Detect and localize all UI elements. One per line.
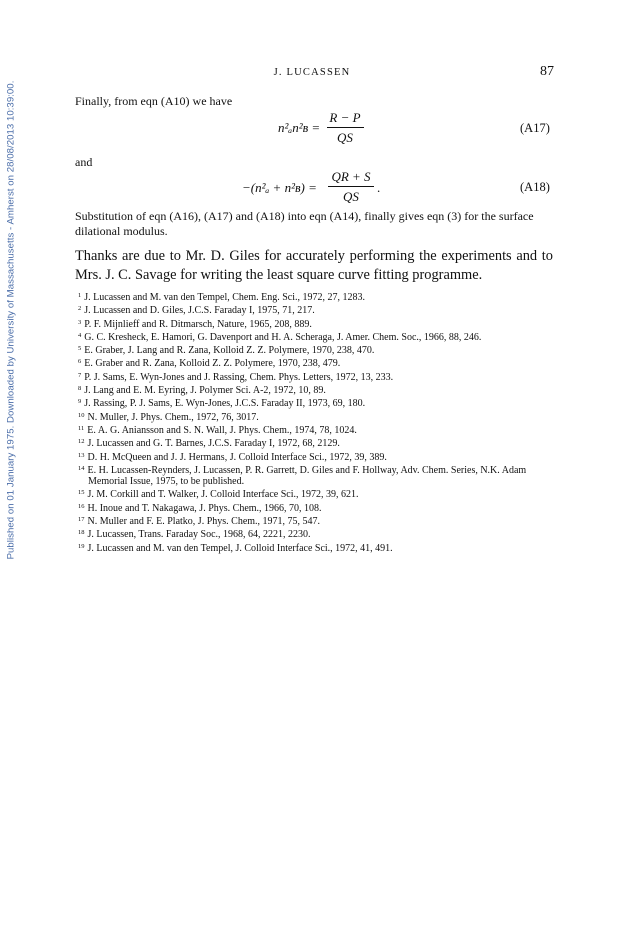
equation-a18-period: . [377,180,381,195]
reference-text: P. F. Mijnlieff and R. Ditmarsch, Nature, 1965, 208, 889. [84,318,312,330]
page-number: 87 [540,64,554,79]
reference-number: 17 [78,516,85,524]
reference-list [78,290,568,554]
reference-number: 4 [78,331,82,339]
reference-number: 3 [78,318,82,326]
reference-text: G. C. Kresheck, E. Hamori, G. Davenport and H. A. Scheraga, J. Amer. Chem. Soc., 1966, 88, 246. [84,331,482,343]
reference-number: 13 [78,451,85,459]
reference-number: 12 [78,438,85,446]
reference-item [78,423,568,436]
reference-number: 1 [78,292,82,299]
reference-text: J. Lucassen and G. T. Barnes, J.C.S. Faraday I, 1972, 68, 2129. [87,438,340,450]
equation-a18-numerator: QR + S [331,169,371,184]
running-head-author: J. LUCASSEN [273,67,351,78]
reference-number: 5 [78,345,82,353]
equation-a17-number: (A17) [520,121,550,135]
and-text: and [75,155,93,169]
equation-a17-fraction-bar [327,127,364,128]
reference-item [78,356,568,369]
reference-item [78,541,568,554]
reference-text: J. Rassing, P. J. Sams, E. Wyn-Jones, J.C.S. Faraday II, 1973, 69, 180. [84,398,366,410]
reference-text: J. Lang and E. M. Eyring, J. Polymer Sci. A-2, 1972, 10, 89. [84,385,326,397]
reference-item [78,436,568,449]
reference-text: E. H. Lucassen-Reynders, J. Lucassen, P. R. Garrett, D. Giles and F. Hollway, Adv. Chem. Series, N.K. Adam Memorial Issue, 1975, to be published. [87,464,527,488]
intro-text: Finally, from eqn (A10) we have [75,94,233,108]
reference-item [78,317,568,330]
reference-number: 6 [78,358,82,366]
reference-number: 16 [78,502,85,510]
acknowledgement-paragraph: Thanks are due to Mr. D. Giles for accurately performing the experiments and to Mrs. J. C. Savage for writing the least square curve fitting programme. [75,248,553,283]
reference-number: 9 [78,398,82,406]
reference-text: J. Lucassen, Trans. Faraday Soc., 1968, 64, 2221, 2230. [87,529,311,541]
reference-text: H. Inoue and T. Nakagawa, J. Phys. Chem., 1966, 70, 108. [87,502,322,514]
reference-number: 10 [78,411,85,419]
reference-text: N. Muller, J. Phys. Chem., 1972, 76, 3017. [87,411,259,423]
reference-text: J. Lucassen and M. van den Tempel, J. Colloid Interface Sci., 1972, 41, 491. [87,542,393,554]
reference-item [78,330,568,343]
reference-number: 7 [78,371,82,379]
reference-number: 8 [78,385,82,393]
reference-item [78,501,568,514]
reference-number: 2 [78,305,82,313]
substitution-paragraph: Substitution of eqn (A16), (A17) and (A18) into eqn (A14), finally gives eqn (3) for the surface dilational modulus. [75,209,534,238]
reference-item [78,527,568,540]
reference-item [78,396,568,409]
reference-number: 14 [78,464,85,472]
reference-number: 19 [78,542,85,550]
equation-a17-numerator: R − P [329,110,361,125]
reference-text: E. A. G. Aniansson and S. N. Wall, J. Phys. Chem., 1974, 78, 1024. [87,424,357,436]
reference-text: N. Muller and F. E. Platko, J. Phys. Chem., 1971, 75, 547. [87,516,321,528]
reference-text: J. M. Corkill and T. Walker, J. Colloid Interface Sci., 1972, 39, 621. [87,489,359,501]
side-download-note-text: Published on 01 January 1975. Downloaded by University of Massachusetts - Amherst on 28/08/2013 10:39:00. [5,80,17,560]
equation-a18-denominator: QS [343,189,359,204]
equation-a18-number: (A18) [520,180,550,194]
reference-number: 18 [78,529,85,537]
reference-item [78,487,568,500]
reference-text: J. Lucassen and D. Giles, J.C.S. Faraday I, 1975, 71, 217. [84,305,315,317]
reference-item [78,303,568,316]
reference-item [78,370,568,383]
reference-text: J. Lucassen and M. van den Tempel, Chem. Eng. Sci., 1972, 27, 1283. [84,292,365,303]
reference-item [78,463,568,488]
reference-item [78,410,568,423]
reference-text: P. J. Sams, E. Wyn-Jones and J. Rassing, Chem. Phys. Letters, 1972, 13, 233. [84,371,394,383]
reference-item [78,450,568,463]
equation-a18-lhs: −(n²ₐ + n²ʙ) = [242,180,317,195]
reference-item [78,514,568,527]
reference-text: E. Graber and R. Zana, Kolloid Z. Z. Polymere, 1970, 238, 479. [84,358,341,370]
reference-item [78,290,568,303]
reference-number: 11 [78,424,85,432]
reference-text: D. H. McQueen and J. J. Hermans, J. Colloid Interface Sci., 1972, 39, 389. [87,451,387,463]
equation-a17-denominator: QS [337,130,353,145]
reference-item [78,383,568,396]
equation-a17-lhs: n²ₐn²ʙ = [278,120,321,135]
equation-a18-fraction-bar [328,186,374,187]
reference-text: E. Graber, J. Lang and R. Zana, Kolloid Z. Z. Polymere, 1970, 238, 470. [84,345,375,357]
reference-number: 15 [78,489,85,497]
reference-item [78,343,568,356]
side-download-note [0,0,22,640]
